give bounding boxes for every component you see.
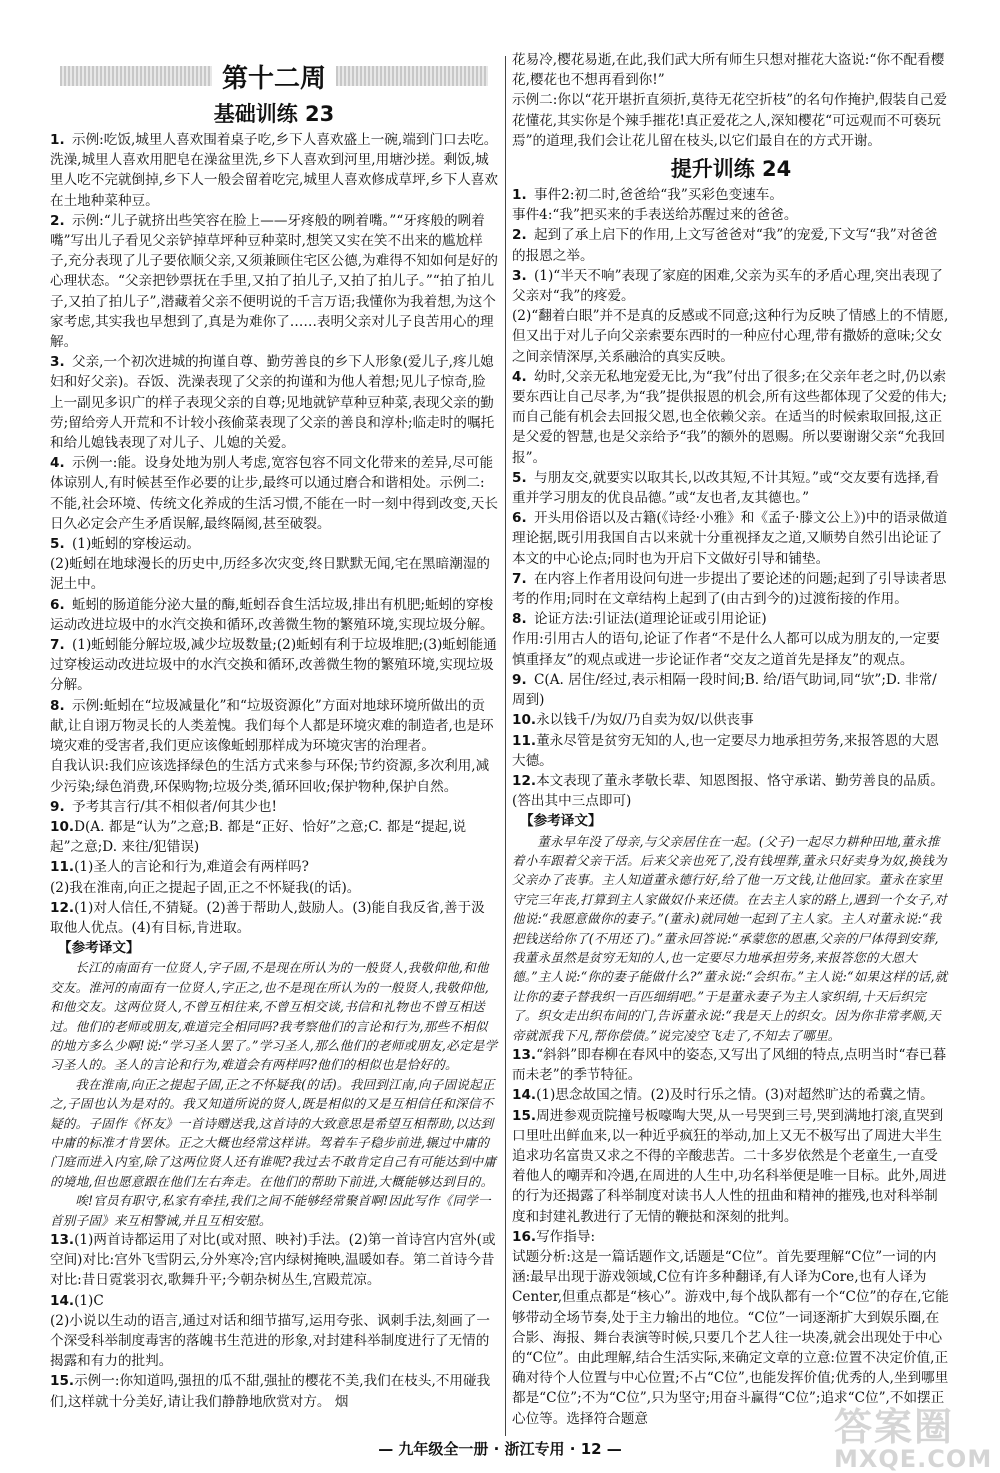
answer-text: 父亲,一个初次进城的拘谨自尊、勤劳善良的乡下人形象(爱儿子,疼儿媳妇和好父亲)。吞饭、洗澡表现了父亲的拘谨和为他人着想;见儿子惊奇,脸上一副见多识广的样子表现父亲的自尊;见地就铲草种豆种菜,表现父亲的勤劳;留给旁人开荒和不计较小孩偷菜表现了父亲的善良和淳朴;临走时的嘱托和给儿媳钱表现了对儿子、儿媳的关爱。 [50,354,495,452]
answer-item [512,569,950,609]
answer-item [512,710,950,730]
answer-number: 3. [512,267,527,284]
translation-right [512,832,950,1045]
answer-number: 6. [512,510,527,527]
answer-number: 7. [50,637,65,654]
answer-number: 2. [512,227,527,244]
answer-item [50,1230,498,1291]
watermark-url: MXQE.COM [834,1445,993,1473]
answer-item [512,771,950,811]
answer-item [512,367,950,468]
answer-text: (1)对人信任,不猜疑。(2)善于帮助人,鼓励人。(3)能自我反省,善于汲取他人优点。(4)有目标,肯进取。 [50,899,485,936]
answer-item [50,756,498,796]
answer-text: (1)蚯蚓能分解垃圾,减少垃圾数量;(2)蚯蚓有利于垃圾堆肥;(3)蚯蚓能通过穿梭运动改进垃圾中的水汽交换和循环,改善微生物的繁殖环境,实现垃圾分解。 [50,637,497,694]
answer-number: 10. [512,712,537,729]
answer-text: (1)C [74,1292,104,1309]
answer-item [50,1291,498,1311]
answer-text: (1)思念故国之情。(2)及时行乐之情。(3)对超然旷达的希冀之情。 [536,1087,934,1104]
answer-item [512,1227,950,1247]
answer-text: 起到了承上启下的作用,上文写爸爸对“我”的宠爱,下文写“我”对爸爸的报恩之举。 [512,227,938,264]
answer-item [512,609,950,629]
answer-number: 15. [50,1373,75,1390]
translation-paragraph: 董永早年没了母亲,与父亲居住在一起。(父子)一起尽力耕种田地,董永推着小车跟着父亲干活。后来父亲也死了,没有钱埋葬,董永只好卖身为奴,换钱为父亲办了丧事。主人知道董永德行好,给了他一万文钱,让他回家。董永在家里守完三年丧,打算到主人家做奴仆来还债。在去主人家的路上,遇到一个女子,对他说:“我愿意做你的妻子。”(董永)就同她一起到了主人家。主人对董永说:“我把钱送给你了(不用还了)。”董永回答说:“承蒙您的恩惠,父亲的尸体得到安葬,我董永虽然是贫穷无知的人,也一定要尽力地承担劳务,来报答您的大恩大德。”主人说:“你的妻子能做什么?”董永说:“会织布。”主人说:“如果这样的话,就让你的妻子替我织一百匹细绢吧。”于是董永妻子为主人家织绢,十天后织完了。织女走出织布间的门,告诉董永说:“我是天上的织女。因为你非常孝顺,天帝就派我下凡,帮你偿债。”说完凌空飞走了,不知去了哪里。 [512,833,948,1043]
left-answer-list-2 [50,1230,498,1412]
answer-number: 3. [50,354,65,371]
answer-number: 7. [512,570,527,587]
translation-heading-left: 【参考译文】 [58,940,140,957]
answer-item [512,306,950,367]
answer-number: 14. [50,1292,75,1309]
answer-item [50,797,498,817]
translation-paragraph: 我在淮南,向正之提起子固,正之不怀疑我(的话)。我回到江南,向子固说起正之,子固也认为是对的。我又知道所说的贤人,既是相似的又是互相信任和深信不疑的。子固作《怀友》一首诗赠送我,这首诗的大致意思是希望互相帮助,以达到中庸的标准才肯罢休。正之大概也经常这样讲。驾着车子稳步前进,辗过中庸的门庭而进入内室,除了这两位贤人还有谁呢?我过去不敢肯定自己有可能达到中庸的境地,但也愿意跟在他们左右奔走。在他们的帮助下前进,大概能够达到目的。 [50,1076,497,1189]
answer-item [50,898,498,938]
answer-number: 13. [50,1232,75,1249]
answer-item [512,266,950,306]
answer-item [50,211,498,352]
answer-text: 示例一:你知道吗,强扭的瓜不甜,强扯的樱花不美,我们在枝头,不用碰我们,这样就十分美好,请让我们静静地欣赏对方。 烟 [50,1373,491,1410]
answer-number: 8. [50,697,65,714]
answer-text: 本文表现了董永孝敬长辈、知恩图报、恪守承诺、勤劳善良的品质。(答出其中三点即可) [512,772,944,810]
answer-text: 自我认识:我们应该选择绿色的生活方式来参与环保;节约资源,多次利用,减少污染;绿色消费,环保购物;垃圾分类,循环回收;保护物种,保护自然。 [50,758,490,795]
answer-text: 董永尽管是贫穷无知的人,也一定要尽力地承担劳务,来报答恩的大恩大德。 [512,732,939,769]
answer-number: 8. [512,611,527,628]
answer-text: 予考其言行/其不相似者/何其少也! [72,798,277,815]
answer-item [50,635,498,696]
answer-text: (1)圣人的言论和行为,难道会有两样吗? [74,859,309,876]
answer-item [512,731,950,771]
answer-item [512,1045,950,1085]
answer-text: (2)“翻着白眼”并不是真的反感或不同意;这种行为反映了情感上的不情愿,但又出于对儿子向父亲索要东西时的一种应付心理,带有撒娇的意味;父女之间亲情深厚,关系融洽的真实反映。 [512,308,949,365]
answer-item [50,130,498,211]
answer-text: 示例:吃饭,城里人喜欢围着桌子吃,乡下人喜欢盛上一碗,端到门口去吃。洗澡,城里人喜欢用肥皂在澡盆里洗,乡下人喜欢到河里,用塘沙搓。剩饭,城里人吃不完就倒掉,乡下人一般会留着吃完,城里人喜欢修成草坪,乡下人喜欢在土地种菜种豆。 [50,132,498,209]
answer-number: 5. [50,536,65,553]
answer-text: 在内容上作者用设问句进一步提出了要论述的问题;起到了引导读者思考的作用;同时在文章结构上起到了(由古到今的)过渡衔接的作用。 [512,570,947,608]
answer-item [50,1371,498,1411]
answer-number: 10. [50,818,75,835]
answer-number: 4. [50,455,65,472]
translation-paragraph: 唉!官员有职守,私家有牵挂,我们之间不能够经常聚首啊!因此写作《同学一首别子固》来互相警诫,并且互相安慰。 [50,1193,491,1228]
translation-paragraph: 长江的南面有一位贤人,字子固,不是现在所认为的一般贤人,我敬仰他,和他交友。淮河的南面有一位贤人,字正之,也不是现在所认为的一般贤人,我敬仰他,和他交友。这两位贤人,不曾互相往来,不曾互相交谈,书信和礼物也不曾互相送过。他们的老师或朋友,难道完全相同吗?我考察他们的言论和行为,那些不相似的地方多么少啊!说:“学习圣人罢了。”学习圣人,那么他们的老师或朋友,必定是学习圣人的。圣人的言论和行为,难道会有两样吗?他们的相似也是恰好的。 [50,960,498,1073]
answer-number: 1. [512,187,527,204]
answer-number: 14. [512,1087,537,1104]
answer-text: C(A. 居住/经过,表示相隔一段时间;B. 给/语气助词,同“欤”;D. 非常/周到) [512,671,937,709]
answer-text: 论证方法:引证法(道理论证或引用论证) [534,611,767,628]
answer-number: 13. [512,1046,537,1063]
answer-number: 15. [512,1107,537,1124]
answer-number: 11. [50,859,75,876]
answer-item [512,185,950,205]
answer-number: 4. [512,368,527,385]
answer-text: 示例:“儿子就挤出些笑容在脸上——牙疼般的咧着嘴。”“牙疼般的咧着嘴”写出儿子看见父亲铲掉草坪种豆种菜时,想笑又实在笑不出来的尴尬样子,充分表现了儿子要依顺父亲,又须兼顾住宅区公德,为难得不知如何是好的心理状态。“父亲把钞票抚在手里,又拍了拍儿子,又拍了拍儿子。”“拍了拍儿子,又拍了拍儿子”,潜藏着父亲不便明说的千言万语;我懂你为我着想,为这个家考虑,其实我也早想到了,真是为难你了……表明父亲对儿子良苦用心的理解。 [50,212,498,351]
answer-number: 2. [50,212,65,229]
answer-number: 16. [512,1228,537,1245]
continued-text-1: 花易冷,樱花易逝,在此,我们武大所有师生只想对摧花大盗说:“你不配看樱花,樱花也不想再看到你!” [512,52,945,89]
answer-text: 试题分析:这是一篇话题作文,话题是“C位”。首先要理解“C位”一词的内涵:最早出现于游戏领域,C位有许多种翻译,有人译为Core,也有人译为Center,但重点都是“核心”。游戏中,每个战队都有一个“C位”的存在,它能够带动全场节奏,处于主力输出的地位。“C位”一词逐渐扩大到娱乐圈,在合影、海报、舞台表演等时候,只要几个艺人往一块凑,就会出现处于中心的“C位”。由此理解,结合生活实际,来确定文章的立意:位置不决定价值,正确对待个人位置与中心位置;不占“C位”,也能发挥价值;优秀的人,坐到哪里都是“C位”;不为“C位”,只为坚守;用奋斗赢得“C位”;追求“C位”,不如摆正心位等。选择符合题意 [512,1249,949,1427]
answer-text: (1)两首诗都运用了对比(或对照、映衬)手法。(2)第一首诗宫内宫外(或空间)对比:宫外飞雪阴云,分外寒冷;宫内绿树掩映,温暖如春。第二首诗今昔对比:昔日霓裳羽衣,歌舞升平;今朝杂树丛生,宫殿荒凉。 [50,1232,496,1289]
section-title-24: 提升训练 24 [670,157,792,182]
answer-text: (1)蚯蚓的穿梭运动。 [72,536,201,553]
right-column [512,50,950,1429]
answer-text: 幼时,父亲无私地宠爱无比,为“我”付出了很多;在父亲年老之时,仍以索要东西让自己尽孝,为“我”提供报恩的机会,所有这些都体现了父爱的伟大;而自己能有机会去回报父恩,也全依赖父亲。在适当的时候索取回报,这正是父爱的智慧,也是父亲给予“我”的额外的恩赐。所以要谢谢父亲“允我回报”。 [512,368,947,466]
left-column [50,50,498,1412]
answer-item [512,1106,950,1227]
answer-text: 写作指导: [536,1228,596,1245]
watermark-logo [834,1396,993,1473]
week-title: 第十二周 [212,64,336,94]
answer-item [512,670,950,710]
section-title-23: 基础训练 23 [213,102,335,126]
answer-item [512,508,950,569]
answer-text: 蚯蚓的肠道能分泌大量的酶,蚯蚓吞食生活垃圾,排出有机肥;蚯蚓的穿梭运动改进垃圾中的水汽交换和循环,改善微生物的繁殖环境,实现垃圾分解。 [50,596,494,633]
answer-text: 事件2:初二时,爸爸给“我”买彩色变速车。 [534,187,783,204]
answer-text: 永以钱千/为奴/乃自卖为奴/以供丧事 [536,712,754,729]
answer-item [512,629,950,669]
answer-item [50,534,498,554]
right-answer-list [512,185,950,811]
answer-item [50,878,498,898]
answer-text: 事件4:“我”把买来的手表送给苏醒过来的爸爸。 [512,207,798,224]
answer-text: 开头用俗语以及古籍(《诗经·小雅》和《孟子·滕文公上》)中的语录做道理论据,既引用我国自古以来就十分重视择友之道,又顺势自然引出论证了本文的中心论点;同时也为开启下文做好引导和铺垫。 [512,510,948,567]
answer-item [50,453,498,534]
answer-number: 6. [50,596,65,613]
answer-item [50,554,498,594]
answer-item [50,595,498,635]
answer-text: D(A. 都是“认为”之意;B. 都是“正好、恰好”之意;C. 都是“提起,说起”之意;D. 来往/犯错误) [50,818,467,856]
answer-item [50,352,498,453]
answer-text: 周进参观贡院撞号板嚎啕大哭,从一号哭到三号,哭到满地打滚,直哭到口里吐出鲜血来,以一种近乎疯狂的举动,加上又无不极写出了周进大半生追求功名富贵又求之不得的辛酸悲苦。二十多岁依然是个老童生,一直受着他人的嘲弄和冷遇,在周进的人生中,功名科举便是唯一目标。此外,周进的行为还揭露了科举制度对读书人人性的扭曲和精神的摧残,也对科举制度和封建礼教进行了无情的鞭挞和深刻的批判。 [512,1107,947,1225]
translation-heading-right: 【参考译文】 [520,813,602,830]
answer-item [50,817,498,857]
answer-text: 示例:蚯蚓在“垃圾减量化”和“垃圾资源化”方面对地球环境所做出的贡献,让自诩万物灵长的人类羞愧。我们每个人都是环境灾难的制造者,也是环境灾难的受害者,我们更应该像蚯蚓那样成为环境灾害的治理者。 [50,697,494,755]
answer-number: 12. [512,772,537,789]
watermark-text: 答案圈 [834,1405,955,1449]
answer-item [512,468,950,508]
column-divider [505,56,506,1436]
answer-item [50,1311,498,1372]
answer-item [512,1085,950,1105]
answer-text: 作用:引用古人的语句,论证了作者“不是什么人都可以成为朋友的,一定要慎重择友”的观点或进一步论证作者“交友之道首先是择友”的观点。 [512,631,940,668]
answer-number: 11. [512,732,537,749]
answer-text: (2)小说以生动的语言,通过对话和细节描写,运用夸张、讽刺手法,刻画了一个深受科举制度毒害的落魄书生范进的形象,对封建科举制度进行了无情的揭露和有力的批判。 [50,1312,491,1370]
answer-number: 9. [512,671,527,688]
answer-text: (2)蚯蚓在地球漫长的历史中,历经多次灾变,终日默默无闻,宅在黑暗潮湿的泥土中。 [50,556,491,593]
page-footer: — 九年级全一册 · 浙江专用 · 12 — [378,1440,622,1458]
answer-item [50,696,498,757]
translation-left [50,958,498,1230]
answer-number: 5. [512,469,527,486]
answer-item [512,225,950,265]
answer-text: 示例一:能。设身处地为别人考虑,宽容包容不同文化带来的差异,尽可能体谅别人,有时候甚至作必要的让步,最终可以通过磨合和谐相处。示例二:不能,社会环境、传统文化养成的生活习惯,不能在一时一刻中得到改变,天长日久必定会产生矛盾误解,最终隔阂,甚至破裂。 [50,455,498,532]
left-answer-list [50,130,498,938]
answer-text: (1)“半天不响”表现了家庭的困难,父亲为买车的矛盾心理,突出表现了父亲对“我”的疼爱。 [512,267,943,305]
answer-text: (2)我在淮南,向正之提起子固,正之不怀疑我(的话)。 [50,879,361,896]
answer-text: 与朋友交,就要实以取其长,以改其短,不计其短。”或“交友要有选择,看重并学习朋友的优良品德。”或“友也者,友其德也。” [512,469,940,507]
right-answer-list-2 [512,1045,950,1429]
continued-text-2: 示例二:你以“花开堪折直须折,莫待无花空折枝”的名句作掩护,假装自己爱花懂花,其实你是个辣手摧花!真正爱花之人,深知樱花“可远观而不可亵玩焉”的道理,我们会让花儿留在枝头,以它们最自在的方式开谢。 [512,92,947,149]
answer-number: 12. [50,899,75,916]
answer-number: 9. [50,798,65,815]
week-banner [50,58,498,94]
answer-item [50,857,498,877]
answer-item [512,205,950,225]
answer-number: 1. [50,132,65,148]
answer-text: “斜斜”即春柳在春风中的姿态,又写出了风细的特点,点明当时“春已暮而未老”的季节特征。 [512,1046,947,1084]
